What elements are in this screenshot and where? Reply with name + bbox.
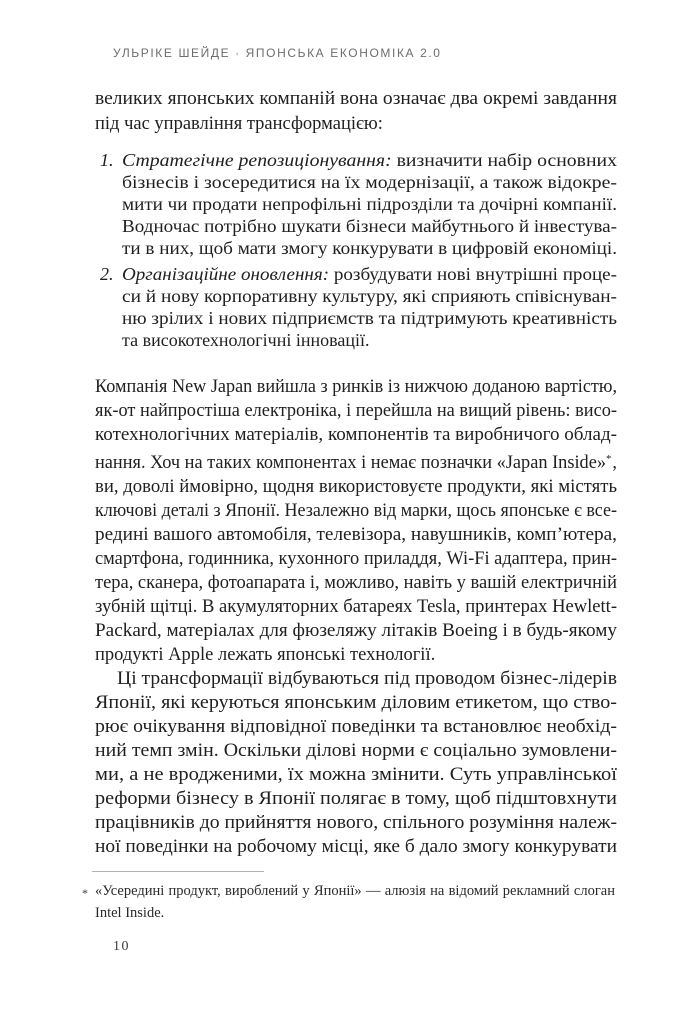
text-segment: нання. Хоч на таких компонентах і немає позначки «Japan Inside» <box>95 453 606 473</box>
text-line <box>95 811 617 835</box>
text-segment: визначити набір основних <box>391 150 617 170</box>
text-segment: Стратегічне репозиціонування: <box>122 150 392 170</box>
text-segment: ню зрілих і нових підприємств та підтримують креативність <box>122 308 617 328</box>
text-segment: редині вашого автомобіля, телевізора, навушників, комп’ютера, <box>95 525 617 545</box>
text-segment: ви, доволі ймовірно, щодня використовуєте продукти, які містять <box>95 477 617 497</box>
text-segment: працівників до прийняття нового, спільного розуміння належ- <box>95 813 617 833</box>
list-item <box>95 263 617 351</box>
text-segment: Водночас потрібно шукати бізнеси майбутнього й інвестува- <box>122 216 617 236</box>
text-line <box>122 171 617 193</box>
text-line <box>95 523 617 547</box>
text-segment: тера, сканера, фотоапарата і, можливо, навіть у вашій електричній <box>95 573 617 593</box>
text-segment: великих японських компаній вона означає два окремі завдання <box>95 89 617 109</box>
text-segment: бізнесів і зосередитися на їх модернізації, а також відокре- <box>122 172 617 192</box>
intro-paragraph <box>95 87 617 137</box>
text-line <box>95 715 617 739</box>
list-item-text <box>122 149 617 259</box>
paragraph-transformations <box>95 667 617 859</box>
text-segment: Компанія New Japan вийшла з ринків із нижчою доданою вартістю, <box>95 377 617 397</box>
text-line <box>122 307 617 329</box>
page-number: 10 <box>113 939 130 954</box>
text-segment: мити чи продати непрофільні підрозділи та дочірні компанії. <box>122 194 617 214</box>
text-segment: продукті Apple лежать японські технології. <box>95 645 436 665</box>
text-line <box>95 667 617 691</box>
text-line <box>95 835 617 859</box>
text-line <box>95 787 617 811</box>
text-line <box>95 595 617 619</box>
text-line <box>95 739 617 763</box>
text-line <box>95 763 617 787</box>
text-line <box>95 571 617 595</box>
text-column <box>82 0 617 955</box>
text-segment: під час управління трансформацією: <box>95 114 383 134</box>
text-segment: ти в них, щоб мати змогу конкурувати в цифровій економіці. <box>122 238 617 258</box>
text-line <box>122 237 617 259</box>
text-segment: котехнологічних матеріалів, компонентів та виробничого облад- <box>95 425 617 445</box>
paragraph-new-japan <box>95 375 617 667</box>
text-line <box>95 499 617 523</box>
text-segment: Packard, матеріалах для фюзеляжу літаків Boeing і в будь-якому <box>95 621 617 641</box>
text-line <box>95 399 617 423</box>
list-item-number: 1. <box>100 150 114 170</box>
list-item-number: 2. <box>100 264 114 284</box>
text-line <box>95 475 617 499</box>
numbered-list <box>95 149 617 351</box>
text-segment: Японії, які керуються японським діловим етикетом, що ство- <box>95 693 617 713</box>
text-line <box>95 87 617 112</box>
text-line <box>95 375 617 399</box>
text-segment: реформи бізнесу в Японії полягає в тому, щоб підштовхнути <box>95 789 617 809</box>
text-line <box>122 149 617 171</box>
text-line <box>95 547 617 571</box>
text-line <box>95 691 617 715</box>
text-segment: ний темп змін. Оскільки ділові норми є соціально зумовлени- <box>95 741 617 761</box>
text-segment: розбудувати нові внутрішні проце- <box>329 264 617 284</box>
footnote <box>82 881 615 924</box>
text-segment: * <box>605 453 613 465</box>
text-segment: рює очікування відповідної поведінки та встановлює необхід- <box>95 717 617 737</box>
text-line <box>122 193 617 215</box>
text-segment: Організаційне оновлення: <box>122 264 330 284</box>
text-segment: та високотехнологічні інновації. <box>122 330 370 350</box>
text-segment: зубній щітці. В акумуляторних батареях Tesla, принтерах Hewlett- <box>95 597 617 617</box>
text-segment: як-от найпростіша електроніка, і перейшла на вищий рівень: висо- <box>95 401 617 421</box>
text-line <box>95 447 617 475</box>
footnote-marker: * <box>82 886 88 900</box>
footnote-text: «Усередині продукт, вироблений у Японії» — алюзія на відомий рекламний слоган Intel Inside. <box>95 883 615 921</box>
text-segment: си й нову корпоративну культуру, які сприяють співіснуван- <box>122 286 617 306</box>
list-item <box>95 149 617 259</box>
text-segment: ключові деталі з Японії. Незалежно від марки, щось японське є все- <box>95 501 617 521</box>
list-item-text <box>122 263 617 351</box>
text-line <box>122 263 617 285</box>
text-segment: ми, а не вродженими, їх можна змінити. Суть управлінської <box>95 765 617 785</box>
text-segment: Ці трансформації відбуваються під проводом бізнес-лідерів <box>117 669 617 689</box>
text-segment: , <box>612 453 617 473</box>
text-line <box>95 643 617 667</box>
text-line <box>95 112 617 137</box>
text-line <box>122 329 617 351</box>
text-line <box>122 215 617 237</box>
text-line <box>95 619 617 643</box>
footnote-separator <box>92 871 264 872</box>
text-line <box>122 285 617 307</box>
text-line <box>95 423 617 447</box>
text-segment: смартфона, годинника, кухонного приладдя, Wi-Fi адаптера, прин- <box>95 549 617 569</box>
running-head: УЛЬРІКЕ ШЕЙДЕ · ЯПОНСЬКА ЕКОНОМІКА 2.0 <box>113 46 442 60</box>
text-segment: ної поведінки на робочому місці, яке б дало змогу конкурувати <box>95 837 617 857</box>
